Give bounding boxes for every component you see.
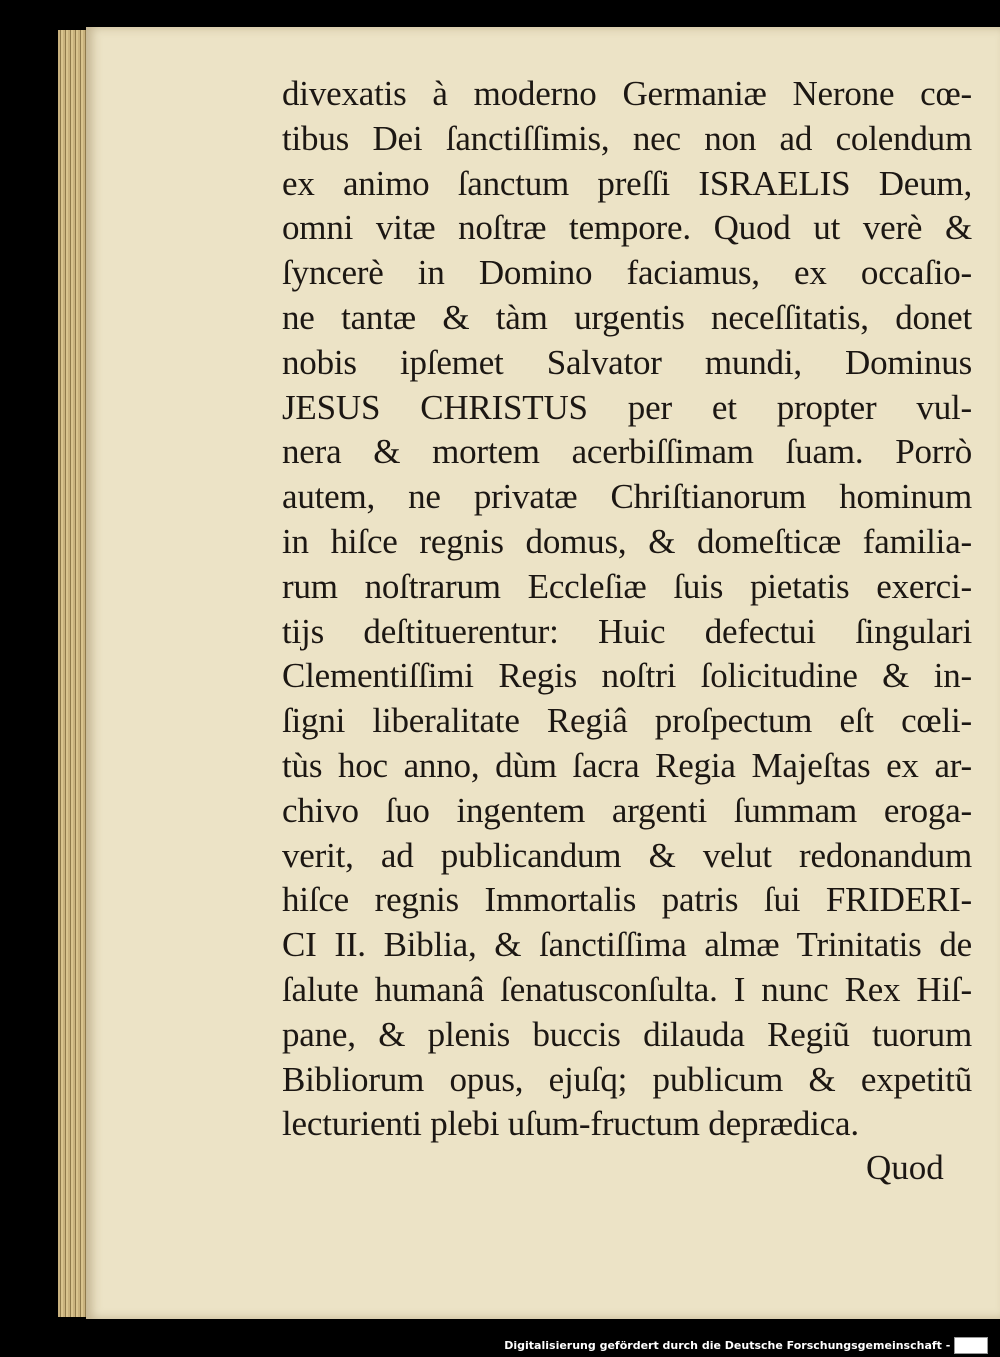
catchword: Quod (866, 1148, 944, 1187)
footer (504, 1336, 988, 1354)
text-line: tùs hoc anno, dùm ſacra Regia Majeſtas ex ar- (282, 745, 972, 785)
text-line: omni vitæ noſtræ tempore. Quod ut verè & (282, 208, 972, 248)
footer-credit: Digitalisierung gefördert durch die Deutsche Forschungsgemeinschaft - (504, 1338, 951, 1352)
text-line: lecturienti plebi uſum-fructum deprædica. (282, 1104, 859, 1144)
text-line: ſigni liberalitate Regiâ proſpectum eſt cœli- (282, 701, 972, 741)
text-block (282, 72, 972, 1147)
text-line: ex animo ſanctum preſſi ISRAELIS Deum, (282, 163, 972, 203)
text-line: JESUS CHRISTUS per et propter vul- (282, 387, 972, 427)
text-line: ſyncerè in Domino faciamus, ex occaſio- (282, 253, 972, 293)
text-line: rum noſtrarum Eccleſiæ ſuis pietatis exerci- (282, 566, 972, 606)
text-line: verit, ad publicandum & velut redonandum (282, 835, 972, 875)
text-line: tibus Dei ſanctiſſimis, nec non ad colendum (282, 118, 972, 158)
text-line: nera & mortem acerbiſſimam ſuam. Porrò (282, 432, 972, 472)
text-line: autem, ne privatæ Chriſtianorum hominum (282, 477, 972, 517)
text-line: ſalute humanâ ſenatusconſulta. I nunc Rex Hiſ- (282, 969, 972, 1009)
text-line: CI II. Biblia, & ſanctiſſima almæ Trinitatis de (282, 925, 972, 965)
text-line: hiſce regnis Immortalis patris ſui FRIDERI- (282, 880, 972, 920)
text-line: in hiſce regnis domus, & domeſticæ familia- (282, 521, 972, 561)
dfg-logo-icon: DFG (954, 1337, 988, 1354)
text-line: pane, & plenis buccis dilauda Regiũ tuorum (282, 1014, 972, 1054)
text-line: Bibliorum opus, ejuſq; publicum & expetitũ (282, 1059, 972, 1099)
page-edge (58, 30, 88, 1317)
text-line: ne tantæ & tàm urgentis neceſſitatis, donet (282, 297, 972, 337)
text-line: tijs deſtituerentur: Huic defectui ſingulari (282, 611, 972, 651)
text-line: Clementiſſimi Regis noſtri ſolicitudine & in- (282, 656, 972, 696)
text-line: nobis ipſemet Salvator mundi, Dominus (282, 342, 972, 382)
text-line: chivo ſuo ingentem argenti ſummam eroga- (282, 790, 972, 830)
text-line: divexatis à moderno Germaniæ Nerone cœ- (282, 74, 972, 113)
